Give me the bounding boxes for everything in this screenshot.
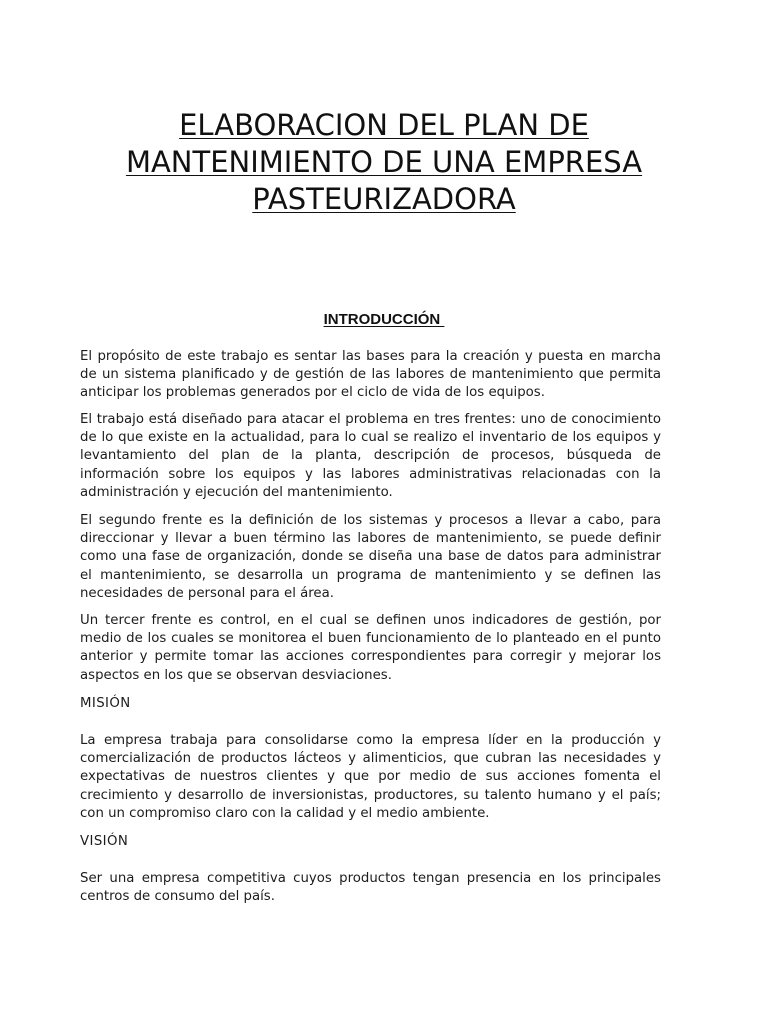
intro-paragraph-4: Un tercer frente es control, en el cual se definen unos indicadores de gestión, por medio de los cuales se monitorea el buen funcionamiento de lo planteado en el punto anterior y permite tomar las acciones correspondientes para corregir y mejorar los aspectos en los que se observan desviaciones. bbox=[80, 613, 661, 683]
intro-paragraph-1: El propósito de este trabajo es sentar las bases para la creación y puesta en marcha de un sistema planificado y de gestión de las labores de mantenimiento que permita anticipar los problemas generados por el ciclo de vida de los equipos. bbox=[80, 349, 661, 401]
title-line-3: PASTEURIZADORA bbox=[252, 182, 516, 216]
mision-paragraph: La empresa trabaja para consolidarse como la empresa líder en la producción y comercialización de productos lácteos y alimenticios, que cubran las necesidades y expectativas de nuestros clientes y que por medio de sus acciones fomenta el crecimiento y desarrollo de inversionistas, productores, su talento humano y el país; con un compromiso claro con la calidad y el medio ambiente. bbox=[80, 733, 661, 821]
introduction-heading: INTRODUCCIÓN bbox=[323, 311, 445, 328]
document-title bbox=[60, 107, 708, 218]
intro-paragraph-2: El trabajo está diseñado para atacar el problema en tres frentes: uno de conocimiento de lo que existe en la actualidad, para lo cual se realizo el inventario de los equipos y levantamiento del plan de la planta, descripción de procesos, búsqueda de información sobre los equipos y las labores administrativas relacionadas con la administración y ejecución del mantenimiento. bbox=[80, 412, 661, 500]
title-line-2: MANTENIMIENTO DE UNA EMPRESA bbox=[125, 145, 643, 179]
intro-paragraph-3: El segundo frente es la definición de los sistemas y procesos a llevar a cabo, para direccionar y llevar a buen término las labores de mantenimiento, se puede definir como una fase de organización, donde se diseña una base de datos para administrar el mantenimiento, se desarrolla un programa de mantenimiento y se definen las necesidades de personal para el área. bbox=[80, 513, 661, 601]
vision-paragraph: Ser una empresa competitiva cuyos productos tengan presencia en los principales centros de consumo del país. bbox=[80, 871, 661, 905]
title-line-1: ELABORACION DEL PLAN DE bbox=[179, 108, 589, 142]
mision-heading: MISIÓN bbox=[80, 696, 131, 711]
vision-heading: VISIÓN bbox=[80, 834, 129, 849]
